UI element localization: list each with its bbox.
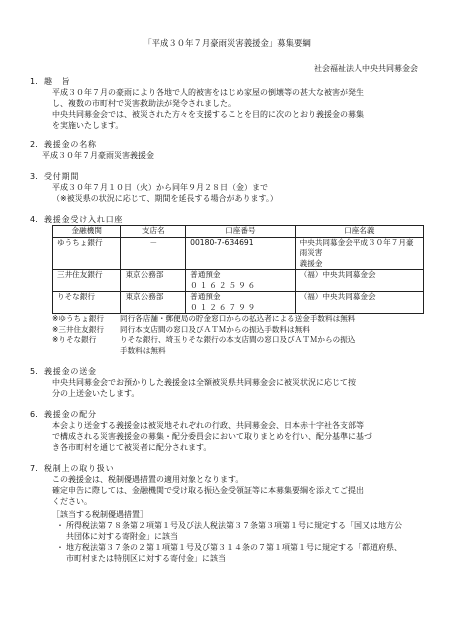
section-title: 税制上の取り扱い xyxy=(44,464,115,473)
account-holder-line: 中央共同募金会平成３０年７月豪雨災害 xyxy=(299,237,414,257)
section-number: 5. xyxy=(30,367,38,376)
fee-notes xyxy=(52,314,424,356)
section-heading xyxy=(30,214,424,225)
tax-measures-heading: ［該当する税制優遇措置］ xyxy=(52,510,148,519)
branch-cell: 東京公務部 xyxy=(121,292,186,314)
section-heading xyxy=(30,463,424,474)
note-text: りそな銀行、埼玉りそな銀行の本支店間の窓口及びＡＴＭからの振込 xyxy=(120,335,356,344)
section-title: 義援金の名称 xyxy=(44,140,97,149)
note-label-spacer xyxy=(52,346,120,357)
account-number-cell xyxy=(186,237,296,270)
list-item xyxy=(56,520,424,542)
bullet-icon: ・ xyxy=(56,543,64,552)
paragraph-line: 中央共同募金会でお預かりした義援金は全額被災県共同募金会に被災状況に応じて按 xyxy=(52,378,356,387)
account-holder-line: 義援金 xyxy=(299,258,323,268)
paragraph-line: 平成３０年７月の豪雨により各地で人的被害をはじめ家屋の倒壊等の甚大な被害が発生 xyxy=(52,88,364,97)
paragraph-line: を実施いたします。 xyxy=(52,121,124,130)
section-period xyxy=(30,171,424,204)
note-text: 手数料は無料 xyxy=(120,345,166,355)
section-number: 7. xyxy=(30,464,38,473)
list-item xyxy=(56,542,424,564)
branch-cell: 東京公務部 xyxy=(121,270,186,292)
note-item xyxy=(52,335,424,346)
paragraph-line: き各市町村を通じて被災者に配分されます。 xyxy=(52,443,212,452)
section-body xyxy=(30,377,424,399)
section-fund-name xyxy=(30,139,424,161)
section-heading xyxy=(30,409,424,420)
note-item xyxy=(52,314,424,325)
document-title: 「平成３０年７月豪雨災害義援金」募集要綱 xyxy=(143,38,311,48)
section-title: 義援金受け入れ口座 xyxy=(44,215,124,224)
section-title: 義援金の送金 xyxy=(44,367,97,376)
list-item-line: 共団体に対する寄附金」に該当 xyxy=(66,532,178,541)
section-body xyxy=(30,420,424,453)
section-body xyxy=(30,87,424,131)
section-heading xyxy=(30,76,424,87)
branch-cell: － xyxy=(121,237,186,270)
table-header-row xyxy=(53,226,424,238)
account-holder-line: （福）中央共同募金会 xyxy=(299,292,376,301)
paragraph-line: 中央共同募金会では、被災された方々を支援することを目的に次のとおり義援金の募集 xyxy=(52,110,364,119)
note-label: ※ゆうちょ銀行 xyxy=(52,314,104,323)
section-number: 6. xyxy=(30,410,38,419)
list-item-line: 地方税法第３７条の２第１項第１号及び第３１４条の７第１項第１号に規定する「都道府県、 xyxy=(66,543,402,552)
section-purpose xyxy=(30,76,424,131)
column-header: 口座番号 xyxy=(186,226,296,238)
organization-name: 社会福祉法人中央共同募金会 xyxy=(314,64,418,73)
account-table xyxy=(52,225,424,314)
paragraph-line: この義援金は、税制優遇措置の適用対象となります。 xyxy=(52,475,244,484)
account-holder-cell xyxy=(295,292,423,314)
paragraph-line: 分の上送金いたします。 xyxy=(52,389,140,398)
section-number: 2. xyxy=(30,140,38,149)
bullet-icon: ・ xyxy=(56,521,64,530)
account-number-line: ０１２６７９９ xyxy=(190,302,258,312)
list-item-text xyxy=(66,520,424,542)
section-body xyxy=(30,474,424,507)
note-label: ※三井住友銀行 xyxy=(52,324,104,334)
bank-cell: 三井住友銀行 xyxy=(53,270,121,292)
table-row xyxy=(53,292,424,314)
section-title: 受付期間 xyxy=(44,172,80,181)
account-number-line: 00180-7-634691 xyxy=(190,237,254,247)
section-heading xyxy=(30,171,424,182)
note-text: 同行本支店間の窓口及びＡＴＭからの振込手数料は無料 xyxy=(120,324,310,334)
paragraph-line: ください。 xyxy=(52,497,92,506)
bank-cell: りそな銀行 xyxy=(53,292,121,314)
account-number-line: ０１６２５９６ xyxy=(190,280,258,290)
paragraph-line: し、複数の市町村で災害救助法が発令されました。 xyxy=(52,99,236,108)
section-tax xyxy=(30,463,424,564)
list-item-text xyxy=(66,542,424,564)
account-number-cell xyxy=(186,270,296,292)
section-title: 趣 旨 xyxy=(44,77,71,86)
section-distribution xyxy=(30,409,424,453)
paragraph-line: 確定申告に際しては、金融機関で受け取る振込金受領証等に本募集要綱を添えてご提出 xyxy=(52,486,364,495)
account-number-cell xyxy=(186,292,296,314)
section-title: 義援金の配分 xyxy=(44,410,97,419)
account-holder-cell xyxy=(295,270,423,292)
section-remittance xyxy=(30,366,424,399)
section-number: 4. xyxy=(30,215,38,224)
section-heading xyxy=(30,366,424,377)
section-number: 3. xyxy=(30,172,38,181)
paragraph-line: （※被災県の状況に応じて、期間を延長する場合があります。） xyxy=(52,194,278,203)
note-label: ※りそな銀行 xyxy=(52,335,97,344)
account-number-line: 普通預金 xyxy=(190,270,221,279)
section-number: 1. xyxy=(30,77,38,86)
table-row xyxy=(53,270,424,292)
note-item xyxy=(52,346,424,357)
section-body xyxy=(30,150,424,161)
table-row xyxy=(53,237,424,270)
list-item-line: 市町村または特別区に対する寄付金」に該当 xyxy=(66,554,226,563)
bank-cell: ゆうちょ銀行 xyxy=(53,237,121,270)
section-accounts xyxy=(30,214,424,356)
account-holder-line: （福）中央共同募金会 xyxy=(299,270,376,279)
list-item-line: 所得税法第７８条第２項第１号及び法人税法第３７条第３項第１号に規定する「国又は地方公 xyxy=(66,521,402,530)
column-header: 金融機関 xyxy=(53,226,121,238)
column-header: 支店名 xyxy=(121,226,186,238)
paragraph-line: 平成３０年７月豪雨災害義援金 xyxy=(42,151,154,160)
paragraph-line: 平成３０年７月１０日（火）から同年９月２８日（金）まで xyxy=(52,183,268,192)
section-body xyxy=(30,182,424,204)
column-header: 口座名義 xyxy=(295,226,423,238)
paragraph-line: で構成される災害義援金の募集・配分委員会において取りまとめを行い、配分基準に基づ xyxy=(52,432,372,441)
paragraph-line: 本会より送金する義援金は被災地それぞれの行政、共同募金会、日本赤十字社各支部等 xyxy=(52,421,364,430)
section-heading xyxy=(30,139,424,150)
note-item xyxy=(52,325,424,336)
note-text: 同行各店舗・郵便局の貯金窓口からの払込者による送金手数料は無料 xyxy=(120,314,356,323)
account-number-line: 普通預金 xyxy=(190,292,221,301)
account-holder-cell xyxy=(295,237,423,270)
